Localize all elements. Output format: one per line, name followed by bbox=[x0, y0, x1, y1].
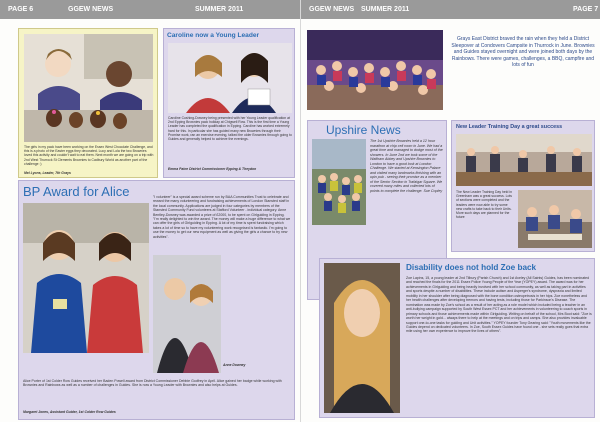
new-leader-title: New Leader Training Day a great success bbox=[456, 124, 563, 130]
bp-award-caption-byline: Margaret Jones, Assistant Guider, 1st Colder Row Guides bbox=[23, 410, 116, 414]
young-leader-byline: Emma Paine District Commissioner Epping & Theydon bbox=[168, 167, 257, 171]
training-photo-2 bbox=[518, 190, 592, 248]
cake-story-byline: Mel Lyons, Leader, 7th Grays bbox=[24, 171, 71, 175]
young-leader-title: Caroline now a Young Leader bbox=[167, 32, 260, 39]
young-leader-text: Caroline Cushing-Downey being presented with her Young Leader qualification at 2nd Epping Brownies pack holiday at Chigwell Row. This is the first time a Young Leader has completed the qualification in Epping. Caroline has worked extremely hard for this. In particular she has guided many new Brownies through their Promise work, ran an exercise evening, talked the older Brownies through going to Guides and generally helped to achieve the evenings. bbox=[168, 116, 292, 142]
bp-award-caption: Alice Porter of 1st Colder Row Guides received her Baden Powell award from District Commissioner Debbie Godfrey in April. Alice gained her badge while working with Brownies and Rainbows as well as a number of challenges in Guides. She is now a Young Leader with Brownies and also helps at Guides. bbox=[23, 379, 282, 388]
alice-photo bbox=[23, 203, 149, 353]
newsletter-title: GGEW NEWS bbox=[68, 6, 114, 13]
new-leader-box bbox=[451, 120, 595, 252]
cake-story-box bbox=[18, 28, 158, 178]
page-number-right: PAGE 7 bbox=[573, 6, 599, 13]
young-leader-photo bbox=[168, 43, 292, 113]
anne-photo bbox=[153, 255, 221, 373]
cake-photo bbox=[24, 34, 153, 142]
grays-sleepover-photo bbox=[307, 30, 443, 110]
upshire-title: Upshire News bbox=[326, 123, 401, 137]
right-page bbox=[300, 0, 600, 422]
bp-award-byline: Anne Downey bbox=[223, 363, 246, 367]
young-leader-box bbox=[163, 28, 295, 178]
new-leader-text: The New Leader Training Day held in Greenham was a great success. Lots of sections were completed and the leaders were now able to try some new crafts to take back to their Units. More such days are planned for the future bbox=[456, 190, 512, 220]
upshire-text: The 1st Upshire Brownies held a 12 hour marathon at chip cell room in June. We had a great time and managed to dodge most of the showers. In June 2nd we took some of the Waltham Abbey and Upshire Brownies to London to have a good look at London Challenge. We started at Kensington Palace and visited many landmarks finishing with an upin pub - seeing their promise as a member of the Senior Section in Trafalgar Square. We covered many miles and collected lots of points to complete the challenge. Sue Copley bbox=[370, 139, 443, 193]
upshire-photo bbox=[312, 139, 366, 225]
bp-award-title: BP Award for Alice bbox=[23, 184, 130, 199]
zoe-text: Zoe Lapins, 15, a young leader at 2nd Tilbury (Parish Church) and 1st Aveley (All Saints) Guides, has been nominated and reached the finals for the 2011 Essex Police Young People of the Year (YOPEY) award. The award was for her achievements in Girlguiding and being heavily involved with her school community, as well as taking part in activities and sports despite a number of disabilities. These include autism and Asperger's syndrome, dyspraxia and limited mobility in her shoulder after being diagnosed with the bone condition osteopetrosis in her hips. Zoe nonetheless and her health challenges after developing tremors and having tests, including those for Parkinson's Disease. The nomination was made by Zoe's school as a result of her acting as a role model which included being a teacher in an anti-bullying campaign supported by South West Essex PCT and her achievements in volunteering to coach sports in primary schools and those achievements made within Girlguiding. Writing on behalf of the school, Mrs Boot said: "Zoe is worth her weight in gold... always there to help at the meetings and on trips and camps. She also provides invaluable support one-to-one tasks for guiding and Unit activities." YOPEY founder Tony Gearing said: "Youth movements like the Guides depend on dedicated volunteers. In Zoe, South Essex Guides have found one - she sets really goes that extra mile using her own experience to improve the lives of others". bbox=[406, 276, 592, 334]
zoe-title: Disability does not hold Zoe back bbox=[406, 263, 537, 272]
zoe-photo bbox=[324, 263, 400, 413]
left-page-header bbox=[0, 0, 300, 19]
bp-award-quote: "I volunteer" is a special award scheme run by BAA Communities Trust to celebrate and reward the many volunteering and fundraising achievements of London Stansted staff in the local community. Applications are judged in four categories by members of the Stansted Community Fund volunteers at Stafford Volunteer - individual category. Anne Bentley-Downey was awarded a prize of £2000, to be spent on Girlguiding in Epping. "I'm really delighted to win the award. The money will make a huge difference to what we can offer the girls of Girlguiding in Epping. A lot of my time is spent fundraising which takes a lot of time so to have my volunteering work recognised is fantastic. I'm going to use the money to get our new equipment as well as giving the girls a chance to try new activities". bbox=[153, 195, 291, 239]
newsletter-title-right: GGEW NEWS bbox=[309, 6, 355, 13]
grays-text: Grays East District braved the rain when they held a District Sleepover at Condovers Campsite in Thurrock in June. Brownies and Guides stayed overnight and were joined both days by the Rainbows. There were games, challenges, a BBQ, campfire and lots of fun bbox=[451, 36, 595, 69]
issue-date-right: SUMMER 2011 bbox=[361, 6, 410, 13]
issue-date: SUMMER 2011 bbox=[195, 6, 244, 13]
right-page-header bbox=[301, 0, 600, 19]
page-number: PAGE 6 bbox=[8, 6, 34, 13]
cake-story-text: The girls in my pack have been working on the Essex West Chocolate Challenge, and this is a photo of the Easter eggs they decorated. Lucy and Lola the two Brownies loved this activity and couldn't wait to eat them. Next month we are going on a trip with 2nd West Thurrock St Clements Brownies to Cadbury World as another part of the challenge :) bbox=[24, 145, 154, 166]
zoe-box bbox=[319, 258, 595, 418]
training-photo-1 bbox=[456, 134, 592, 186]
bp-award-box bbox=[18, 180, 295, 420]
